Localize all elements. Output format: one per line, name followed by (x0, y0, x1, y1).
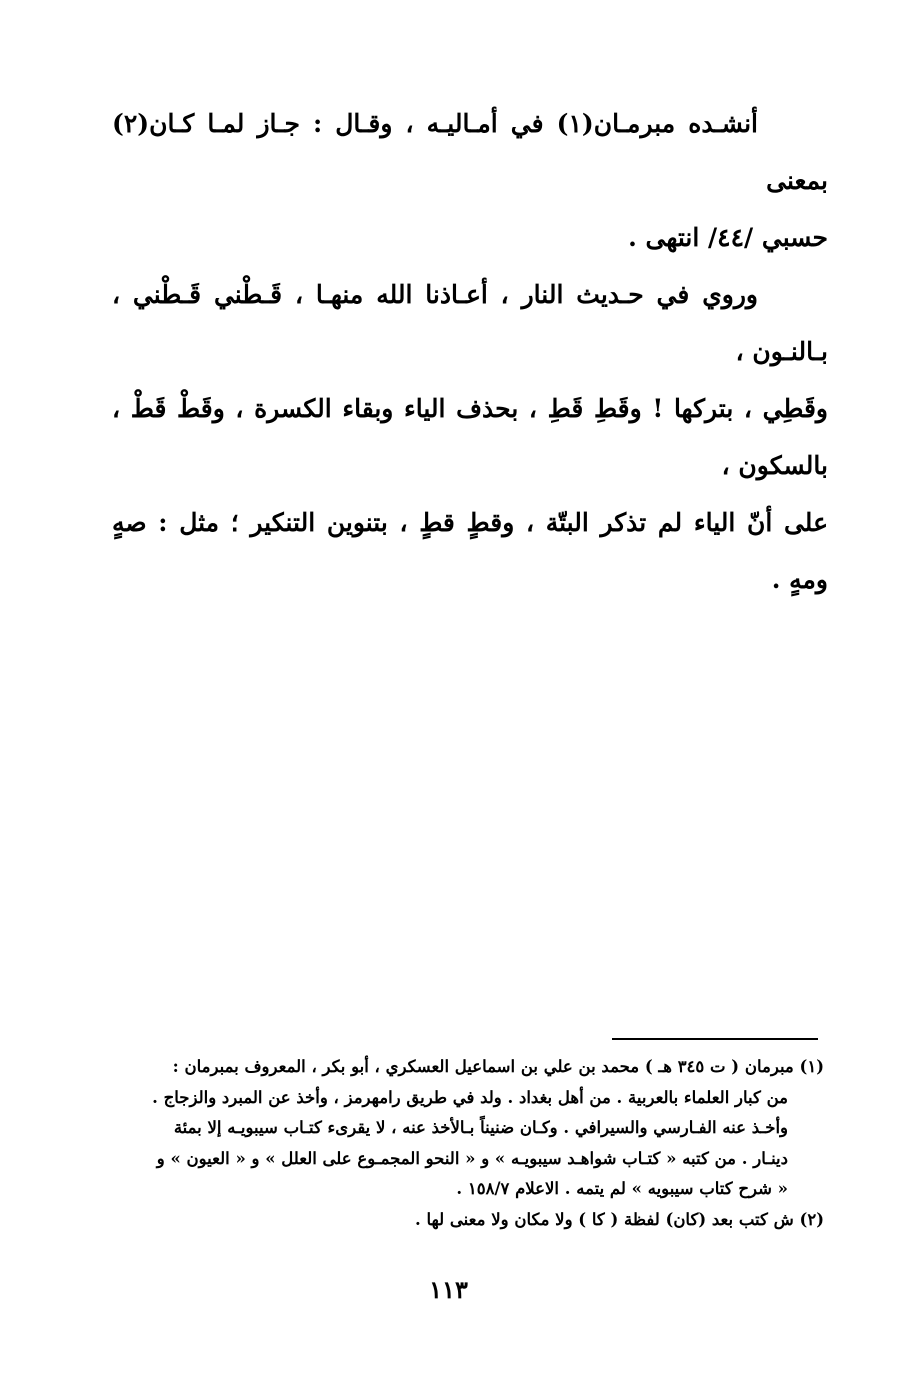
footnotes (104, 1052, 824, 1235)
footnote-separator (612, 1038, 818, 1040)
footnote-line: (٢) ش كتب بعد (كان) لفظة ( كا ) ولا مكان ولا معنى لها . (415, 1209, 824, 1229)
footnote-line: وأخـذ عنه الفـارسي والسيرافي . وكـان ضنيناً بـالأخذ عنه ، لا يقرىء كتـاب سيبويـه إلا بمئة (173, 1118, 788, 1137)
body-line: أنشـده مبرمـان(١) في أمـاليـه ، وقـال : جـاز لمـا كـان(٢) بمعنى (112, 109, 828, 195)
footnote-line: دينـار . من كتبه « كتـاب شواهـد سيبويـه » و « النحو المجمـوع على العلل » و « العيون » و (156, 1148, 788, 1168)
main-text (112, 95, 828, 608)
body-line: حسبي /٤٤/ انتهى . (628, 223, 828, 252)
body-line: على أنّ الياء لم تذكر البتّة ، وقطٍ قطٍ ، بتنوين التنكير ؛ مثل : صهٍ ومهٍ . (112, 508, 828, 594)
footnote-line: (١) مبرمان ( ت ٣٤٥ هـ ) محمد بن علي بن اسماعيل العسكري ، أبو بكر ، المعروف بمبرمان : (172, 1057, 824, 1076)
footnote-line: من كبار العلماء بالعربية . من أهل بغداد . ولد في طريق رامهرمز ، وأخذ عن المبرد والزجاج . (152, 1087, 788, 1107)
body-line: وقَطِي ، بتركها ! وقَطِ قَطِ ، بحذف الياء وبقاء الكسرة ، وقَطْ قَطْ ، بالسكون ، (112, 394, 828, 480)
body-line: وروي في حـديث النار ، أعـاذنا الله منهـا ، قَـطْني قَـطْني ، بـالنـون ، (112, 280, 828, 366)
footnote-line: « شرح كتاب سيبويه » لم يتمه . الاعلام ١٥٨/٧ . (456, 1179, 788, 1198)
page-number: ١١٣ (429, 1275, 468, 1304)
